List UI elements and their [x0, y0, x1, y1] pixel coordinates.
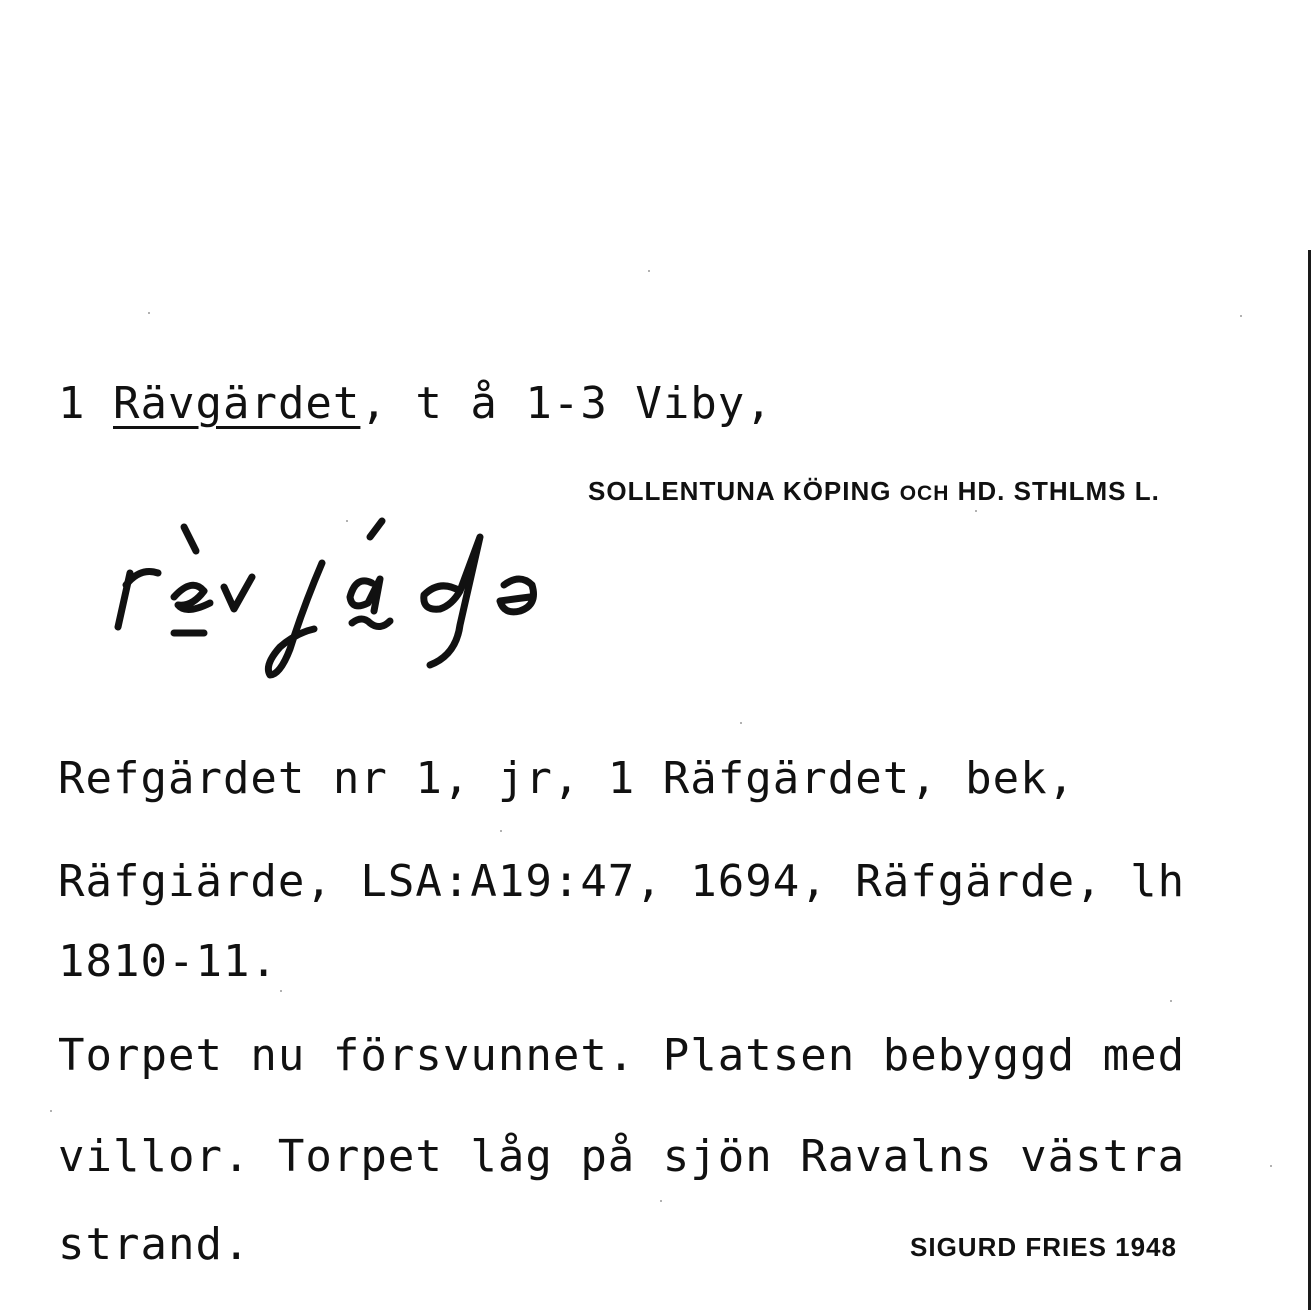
speck: [50, 1110, 52, 1112]
speck: [148, 312, 150, 314]
location-stamp-part: SOLLENTUNA KÖPING: [588, 476, 900, 506]
location-stamp: [588, 478, 1160, 504]
card-edge: [1308, 250, 1311, 1310]
body-line-4: Torpet nu försvunnet. Platsen bebyggd med: [58, 1030, 1186, 1081]
speck: [1240, 315, 1242, 317]
speck: [1270, 1165, 1272, 1167]
body-line-6: strand.: [58, 1219, 251, 1270]
location-stamp-part: OCH: [899, 482, 950, 505]
body-line-1: Refgärdet nr 1, jr, 1 Räfgärdet, bek,: [58, 753, 1076, 804]
body-line-2: Räfgiärde, LSA:A19:47, 1694, Räfgärde, lh: [58, 856, 1186, 907]
speck: [648, 270, 650, 272]
body-line-3: 1810-11.: [58, 936, 278, 987]
header-line: [58, 378, 773, 429]
body-line-5: villor. Torpet låg på sjön Ravalns västra: [58, 1131, 1186, 1182]
speck: [740, 722, 742, 724]
speck: [280, 990, 282, 992]
location-stamp-part: HD. STHLMS L.: [949, 476, 1160, 506]
signature-stamp: SIGURD FRIES 1948: [910, 1232, 1177, 1262]
speck: [660, 1200, 662, 1202]
entry-number: 1: [58, 378, 86, 429]
place-description: , t å 1-3 Viby,: [360, 378, 773, 429]
speck: [975, 510, 977, 512]
place-name: Rävgärdet: [113, 378, 361, 429]
speck: [500, 830, 502, 832]
speck: [1170, 1000, 1172, 1002]
handwritten-phonetic-transcription: [100, 515, 560, 695]
